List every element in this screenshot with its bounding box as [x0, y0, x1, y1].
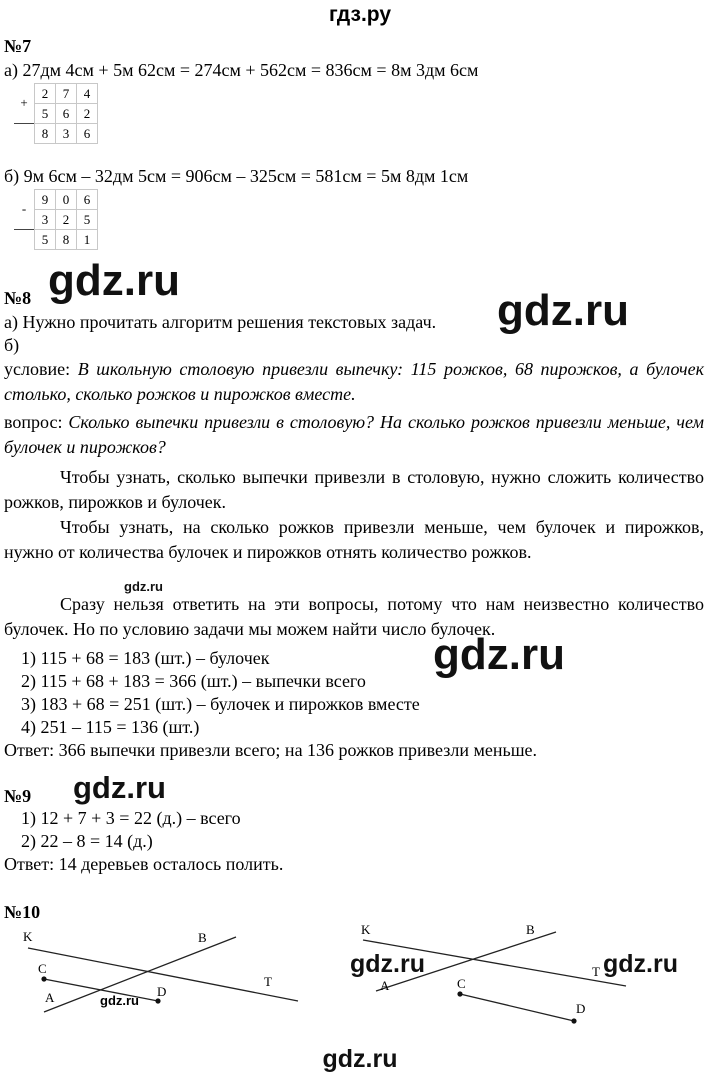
label-d: D — [157, 984, 167, 999]
watermark: gdz.ru — [100, 993, 139, 1008]
condition-label: условие: — [4, 359, 78, 379]
task-8-title: №8 — [4, 288, 32, 308]
question-label: вопрос: — [4, 412, 69, 432]
task-7a-line: а) 27дм 4см + 5м 62см = 274см + 562см = 836см = 8м 3дм 6см — [4, 60, 479, 80]
paragraph: Чтобы узнать, сколько выпечки привезли в столовую, нужно сложить количество рожков, пирожков и булочек. — [4, 467, 704, 512]
digit-cell: 5 — [35, 230, 56, 250]
label-d: D — [576, 1001, 586, 1016]
digit-cell: 6 — [56, 104, 77, 124]
digit-cell: 3 — [35, 210, 56, 230]
point-c — [41, 976, 46, 981]
label-c: C — [38, 961, 47, 976]
watermark: gdz.ru — [433, 630, 565, 679]
label-b: B — [526, 922, 535, 937]
minus-sign: - — [21, 201, 27, 217]
digit-cell: 6 — [77, 124, 98, 144]
digit-cell: 5 — [77, 210, 98, 230]
digit-cell: 4 — [77, 84, 98, 104]
label-k: K — [23, 929, 33, 944]
digit-cell: 2 — [56, 210, 77, 230]
label-t: T — [592, 964, 600, 979]
point-d — [571, 1018, 576, 1023]
paragraph: Чтобы узнать, на сколько рожков привезли меньше, чем булочек и пирожков, нужно от количества булочек и пирожков отнять количество рожков. — [4, 517, 704, 562]
plus-sign: + — [20, 95, 28, 111]
digit-cell: 2 — [35, 84, 56, 104]
step-line: 3) 183 + 68 = 251 (шт.) – булочек и пирожков вместе — [21, 694, 420, 714]
step-line: 2) 22 – 8 = 14 (д.) — [21, 831, 153, 851]
label-a: A — [45, 990, 55, 1005]
question-paragraph — [4, 410, 704, 460]
watermark: gdz.ru — [497, 286, 629, 335]
label-t: T — [264, 974, 272, 989]
point-d — [155, 998, 160, 1003]
task-8b-label: б) — [4, 335, 20, 355]
label-a: A — [380, 978, 390, 993]
paragraph: Сразу нельзя ответить на эти вопросы, потому что нам неизвестно количество булочек. Но по условию задачи мы можем найти число булочек. — [4, 594, 704, 639]
watermark-footer: gdz.ru — [322, 1045, 398, 1073]
segment-cd — [460, 994, 574, 1021]
label-c: C — [457, 976, 466, 991]
watermark: gdz.ru — [73, 770, 166, 805]
digit-cell: 2 — [77, 104, 98, 124]
task-7b-line: б) 9м 6см – 32дм 5см = 906см – 325см = 581см = 5м 8дм 1см — [4, 166, 469, 186]
step-line: 1) 12 + 7 + 3 = 22 (д.) – всего — [21, 808, 241, 828]
task-9-title: №9 — [4, 786, 32, 806]
task-10-title: №10 — [4, 902, 41, 922]
answer-line: Ответ: 366 выпечки привезли всего; на 136 рожков привезли меньше. — [4, 740, 538, 760]
task-7-title: №7 — [4, 36, 32, 56]
site-header: гдз.ру — [328, 3, 392, 26]
condition-text: В школьную столовую привезли выпечку: 115 рожков, 68 пирожков, а булочек столько, сколько рожков и пирожков вместе. — [4, 359, 704, 404]
label-k: K — [361, 922, 371, 937]
step-line: 1) 115 + 68 = 183 (шт.) – булочек — [21, 648, 270, 668]
question-text: Сколько выпечки привезли в столовую? На сколько рожков привезли меньше, чем булочек и пирожков? — [4, 412, 704, 457]
answer-line: Ответ: 14 деревьев осталось полить. — [4, 854, 284, 874]
digit-cell: 0 — [56, 190, 77, 210]
digit-cell: 8 — [35, 124, 56, 144]
task-8a-line: а) Нужно прочитать алгоритм решения текстовых задач. — [4, 312, 437, 332]
step-line: 2) 115 + 68 + 183 = 366 (шт.) – выпечки всего — [21, 671, 366, 691]
watermark: gdz.ru — [350, 950, 425, 978]
watermark: gdz.ru — [603, 950, 678, 978]
label-b: B — [198, 930, 207, 945]
figure-1 — [23, 929, 298, 1012]
digit-cell: 6 — [77, 190, 98, 210]
column-addition — [14, 83, 98, 144]
digit-cell: 1 — [77, 230, 98, 250]
point-c — [457, 991, 462, 996]
digit-cell: 9 — [35, 190, 56, 210]
digit-cell: 5 — [35, 104, 56, 124]
watermark: gdz.ru — [48, 256, 180, 305]
condition-paragraph — [4, 357, 704, 407]
digit-cell: 8 — [56, 230, 77, 250]
step-line: 4) 251 – 115 = 136 (шт.) — [21, 717, 200, 737]
line-ab — [44, 937, 236, 1012]
watermark: gdz.ru — [124, 579, 163, 594]
digit-cell: 3 — [56, 124, 77, 144]
digit-cell: 7 — [56, 84, 77, 104]
column-subtraction — [14, 189, 98, 250]
